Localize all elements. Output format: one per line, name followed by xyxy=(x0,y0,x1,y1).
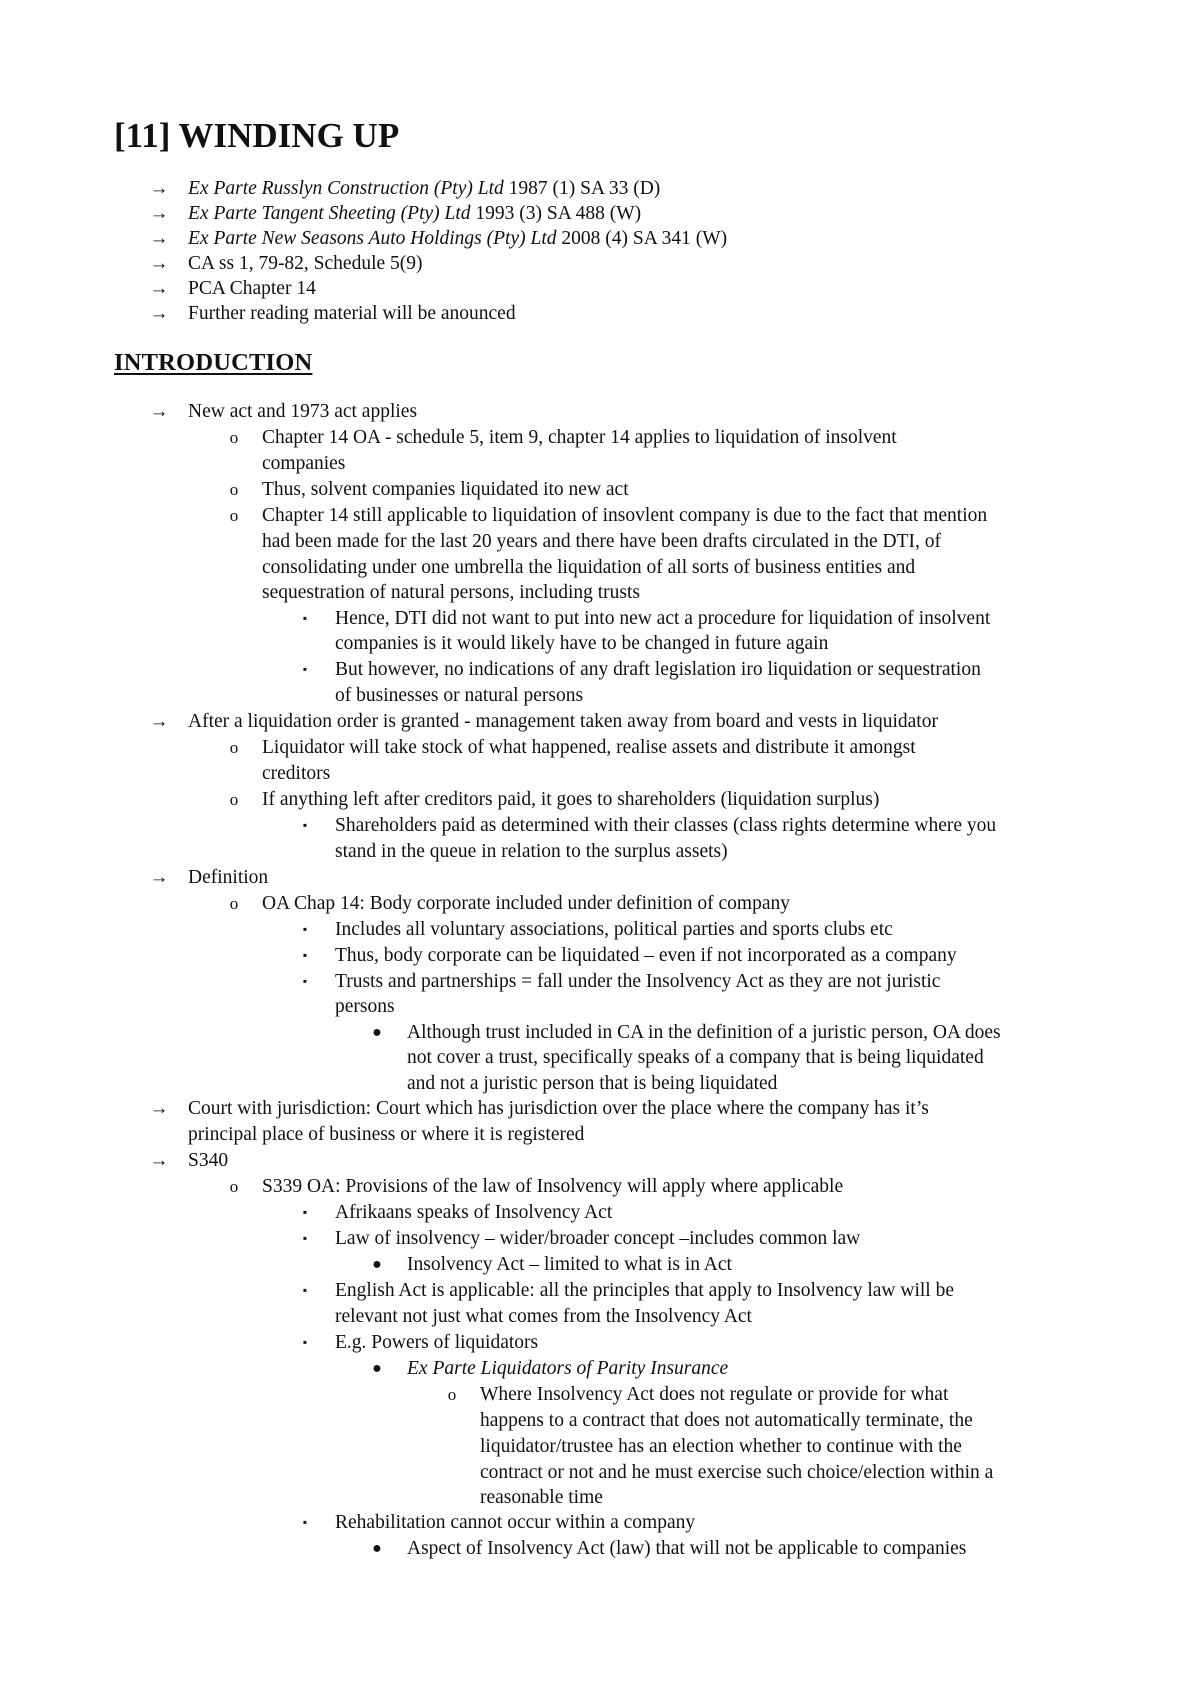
list-item: But however, no indications of any draft legislation iro liquidation or sequestration xyxy=(335,659,981,680)
list-item-continuation: creditors xyxy=(262,763,331,784)
reading-item: Further reading material will be anounced xyxy=(188,303,516,324)
case-citation: 1993 (3) SA 488 (W) xyxy=(470,203,642,224)
list-item: Where Insolvency Act does not regulate or provide for what xyxy=(480,1384,949,1405)
square-bullet-icon: ▪ xyxy=(302,922,308,936)
list-item: Court with jurisdiction: Court which has jurisdiction over the place where the company has it’s xyxy=(188,1098,929,1119)
reading-item xyxy=(188,176,660,201)
reading-item: CA ss 1, 79-82, Schedule 5(9) xyxy=(188,253,423,274)
square-bullet-icon: ▪ xyxy=(302,1231,308,1245)
square-bullet-icon: ▪ xyxy=(302,974,308,988)
arrow-bullet-icon: → xyxy=(149,867,169,888)
arrow-bullet-icon: → xyxy=(149,228,169,249)
list-item: S340 xyxy=(188,1150,229,1171)
circle-bullet-icon: o xyxy=(229,790,239,809)
arrow-bullet-icon: → xyxy=(149,1098,169,1119)
square-bullet-icon: ▪ xyxy=(302,1283,308,1297)
circle-bullet-icon: o xyxy=(229,506,239,525)
list-item: Thus, solvent companies liquidated ito new act xyxy=(262,479,629,500)
list-item: Thus, body corporate can be liquidated – even if not incorporated as a company xyxy=(335,945,957,966)
arrow-bullet-icon: → xyxy=(149,401,169,422)
list-item: After a liquidation order is granted - management taken away from board and vests in liquidator xyxy=(188,711,938,732)
list-item-continuation: stand in the queue in relation to the surplus assets) xyxy=(335,841,728,862)
list-item-continuation: happens to a contract that does not automatically terminate, the xyxy=(480,1410,973,1431)
list-item-continuation: liquidator/trustee has an election whether to continue with the xyxy=(480,1436,962,1457)
list-item: Although trust included in CA in the definition of a juristic person, OA does xyxy=(407,1022,1001,1043)
list-item-continuation: sequestration of natural persons, including trusts xyxy=(262,582,641,603)
list-item-continuation: consolidating under one umbrella the liquidation of all sorts of business entities and xyxy=(262,557,916,578)
arrow-bullet-icon: → xyxy=(149,178,169,199)
arrow-bullet-icon: → xyxy=(149,711,169,732)
square-bullet-icon: ▪ xyxy=(302,611,308,625)
square-bullet-icon: ▪ xyxy=(302,1335,308,1349)
list-item: Insolvency Act – limited to what is in Act xyxy=(407,1254,732,1275)
case-name: Ex Parte New Seasons Auto Holdings (Pty) Ltd xyxy=(188,228,557,249)
list-item: E.g. Powers of liquidators xyxy=(335,1332,539,1353)
section-heading-introduction: INTRODUCTION xyxy=(114,349,313,376)
list-item: Includes all voluntary associations, political parties and sports clubs etc xyxy=(335,919,893,940)
list-item-continuation: principal place of business or where it is registered xyxy=(188,1124,585,1145)
case-reference xyxy=(407,1356,728,1381)
list-item: Law of insolvency – wider/broader concept –includes common law xyxy=(335,1228,861,1249)
list-item-continuation: and not a juristic person that is being liquidated xyxy=(407,1073,778,1094)
list-item: If anything left after creditors paid, it goes to shareholders (liquidation surplus) xyxy=(262,789,880,810)
arrow-bullet-icon: → xyxy=(149,303,169,324)
list-item-continuation: companies xyxy=(262,453,346,474)
list-item: Shareholders paid as determined with their classes (class rights determine where you xyxy=(335,815,997,836)
list-item-continuation: had been made for the last 20 years and there have been drafts circulated in the DTI, of xyxy=(262,531,941,552)
circle-bullet-icon: o xyxy=(229,428,239,447)
dot-bullet-icon: ● xyxy=(372,1540,382,1557)
list-item: OA Chap 14: Body corporate included under definition of company xyxy=(262,893,791,914)
list-item: Afrikaans speaks of Insolvency Act xyxy=(335,1202,613,1223)
list-item: Hence, DTI did not want to put into new act a procedure for liquidation of insolvent xyxy=(335,608,991,629)
circle-bullet-icon: o xyxy=(447,1385,457,1404)
list-item-continuation: relevant not just what comes from the Insolvency Act xyxy=(335,1306,752,1327)
list-item: S339 OA: Provisions of the law of Insolvency will apply where applicable xyxy=(262,1176,844,1197)
arrow-bullet-icon: → xyxy=(149,253,169,274)
list-item-continuation: contract or not and he must exercise such choice/election within a xyxy=(480,1462,994,1483)
case-citation: 2008 (4) SA 341 (W) xyxy=(556,228,728,249)
square-bullet-icon: ▪ xyxy=(302,818,308,832)
list-item-continuation: persons xyxy=(335,996,395,1017)
case-name: Ex Parte Russlyn Construction (Pty) Ltd xyxy=(188,178,504,199)
reading-item xyxy=(188,226,727,251)
square-bullet-icon: ▪ xyxy=(302,1515,308,1529)
circle-bullet-icon: o xyxy=(229,738,239,757)
arrow-bullet-icon: → xyxy=(149,1150,169,1171)
list-item: Chapter 14 OA - schedule 5, item 9, chapter 14 applies to liquidation of insolvent xyxy=(262,427,897,448)
list-item: New act and 1973 act applies xyxy=(188,401,418,422)
arrow-bullet-icon: → xyxy=(149,278,169,299)
list-item-continuation: reasonable time xyxy=(480,1487,603,1508)
square-bullet-icon: ▪ xyxy=(302,1205,308,1219)
dot-bullet-icon: ● xyxy=(372,1256,382,1273)
reading-item: PCA Chapter 14 xyxy=(188,278,316,299)
dot-bullet-icon: ● xyxy=(372,1360,382,1377)
list-item: Aspect of Insolvency Act (law) that will not be applicable to companies xyxy=(407,1538,967,1559)
arrow-bullet-icon: → xyxy=(149,203,169,224)
list-item-continuation: companies is it would likely have to be changed in future again xyxy=(335,633,829,654)
case-name: Ex Parte Tangent Sheeting (Pty) Ltd xyxy=(188,203,471,224)
circle-bullet-icon: o xyxy=(229,480,239,499)
list-item-continuation: of businesses or natural persons xyxy=(335,685,584,706)
list-item: Definition xyxy=(188,867,269,888)
reading-item xyxy=(188,201,641,226)
document-title: [11] WINDING UP xyxy=(114,116,400,155)
list-item: Trusts and partnerships = fall under the Insolvency Act as they are not juristic xyxy=(335,971,941,992)
list-item: English Act is applicable: all the principles that apply to Insolvency law will be xyxy=(335,1280,954,1301)
case-name: Ex Parte Liquidators of Parity Insurance xyxy=(407,1358,729,1379)
list-item: Chapter 14 still applicable to liquidation of insovlent company is due to the fact that mention xyxy=(262,505,988,526)
case-citation: 1987 (1) SA 33 (D) xyxy=(503,178,661,199)
circle-bullet-icon: o xyxy=(229,1177,239,1196)
square-bullet-icon: ▪ xyxy=(302,948,308,962)
square-bullet-icon: ▪ xyxy=(302,662,308,676)
list-item: Rehabilitation cannot occur within a company xyxy=(335,1512,696,1533)
circle-bullet-icon: o xyxy=(229,894,239,913)
dot-bullet-icon: ● xyxy=(372,1024,382,1041)
list-item: Liquidator will take stock of what happened, realise assets and distribute it amongst xyxy=(262,737,916,758)
list-item-continuation: not cover a trust, specifically speaks of a company that is being liquidated xyxy=(407,1047,984,1068)
